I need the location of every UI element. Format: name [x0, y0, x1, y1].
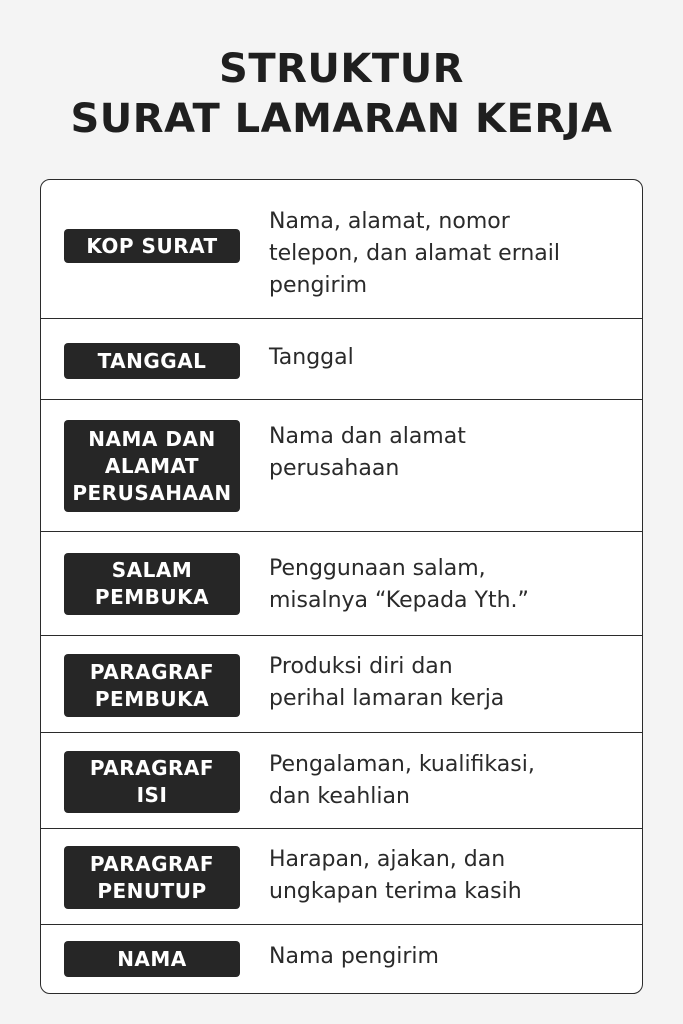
- label-badge: PARAGRAF PEMBUKA: [64, 654, 240, 717]
- label-badge: NAMA DAN ALAMAT PERUSAHAAN: [64, 420, 240, 512]
- table-row-nama-dan-alamat: [41, 400, 642, 532]
- row-description: Nama, alamat, nomor telepon, dan alamat ernail pengirim: [269, 209, 560, 298]
- row-description: Harapan, ajakan, dan ungkapan terima kasih: [269, 847, 522, 904]
- structure-table: [40, 179, 643, 994]
- label-badge: PARAGRAF ISI: [64, 751, 240, 813]
- label-badge: SALAM PEMBUKA: [64, 553, 240, 615]
- row-description: Nama pengirim: [269, 944, 439, 969]
- table-row-nama: [41, 925, 642, 994]
- table-row-paragraf-penutup: [41, 829, 642, 925]
- row-description: Penggunaan salam, misalnya “Kepada Yth.”: [269, 556, 529, 613]
- row-description: Pengalaman, kualifikasi, dan keahlian: [269, 752, 535, 809]
- table-row-tanggal: [41, 319, 642, 400]
- title-line-2: SURAT LAMARAN KERJA: [70, 96, 613, 142]
- row-description: Tanggal: [269, 345, 354, 370]
- row-description: Produksi diri dan perihal lamaran kerja: [269, 654, 505, 711]
- table-row-salam-pembuka: [41, 532, 642, 636]
- title-line-1: STRUKTUR: [219, 46, 464, 92]
- row-description: Nama dan alamat perusahaan: [269, 424, 466, 481]
- table-row-kop-surat: [41, 180, 642, 319]
- page-title: [0, 44, 683, 144]
- table-row-paragraf-pembuka: [41, 636, 642, 733]
- label-badge: PARAGRAF PENUTUP: [64, 846, 240, 909]
- table-row-paragraf-isi: [41, 733, 642, 829]
- label-badge: TANGGAL: [64, 343, 240, 379]
- label-badge: KOP SURAT: [64, 229, 240, 263]
- label-badge: NAMA: [64, 941, 240, 977]
